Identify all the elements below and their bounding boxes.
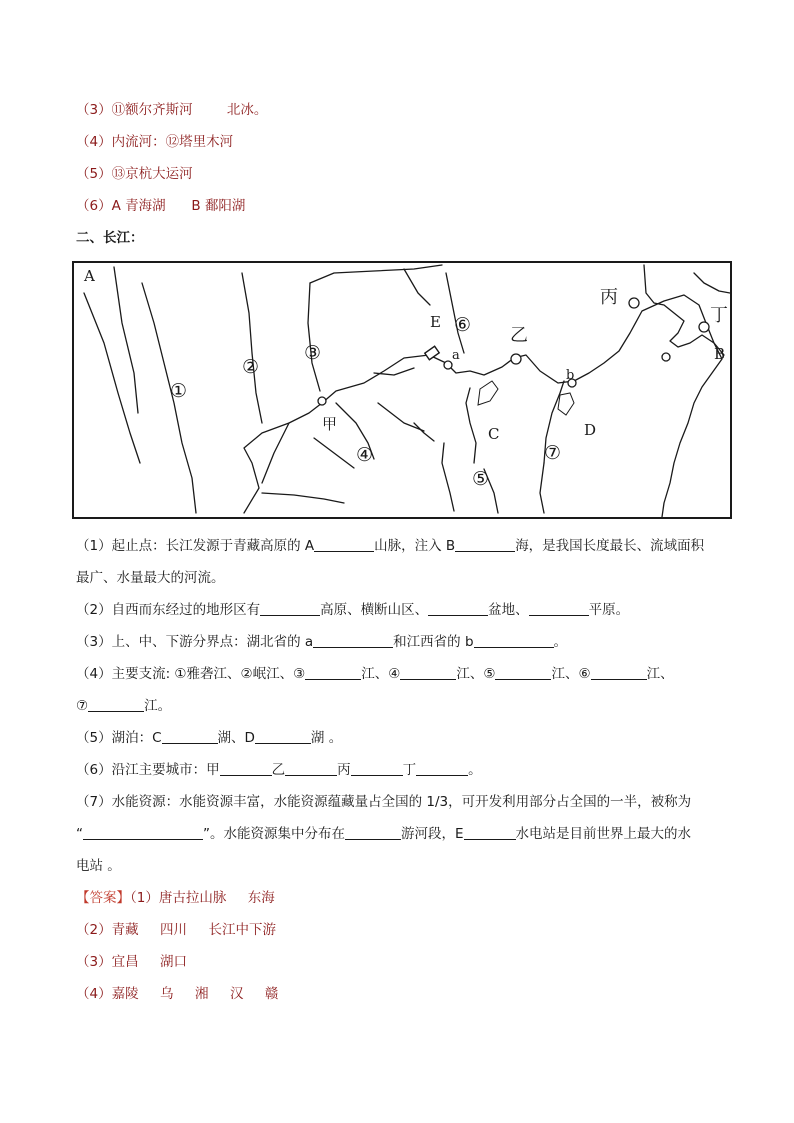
yangtze-river-map — [72, 261, 732, 519]
city-bing — [629, 298, 639, 308]
label-C: C — [488, 425, 500, 443]
city-jia — [318, 397, 326, 405]
river-label-1: ① — [170, 380, 188, 402]
label-ding: 丁 — [710, 305, 728, 326]
label-yi: 乙 — [510, 325, 528, 346]
question-7-line-3: 电站 。 — [76, 858, 121, 874]
question-6: （6）沿江主要城市：甲 乙 丙 丁 。 — [76, 762, 482, 778]
question-7-line-1: （7）水能资源：水能资源丰富，水能资源蕴藏量占全国的 1/3，可开发利用部分占全国的一半，被称为 — [76, 794, 692, 810]
label-A: A — [84, 267, 95, 285]
extra-point — [662, 353, 670, 361]
question-7-line-2: “ ”。水能资源集中分布在 游河段，E 水电站是目前世界上最大的水 — [76, 826, 692, 842]
prev-answer-4: （4）内流河：⑫塔里木河 — [76, 134, 234, 150]
question-4-line-2: ⑦ 江。 — [76, 698, 172, 714]
label-a: a — [452, 348, 460, 363]
prev-answer-5: （5）⑬京杭大运河 — [76, 166, 193, 182]
city-ding — [699, 322, 709, 332]
river-1 — [142, 283, 196, 513]
answer-tag: 【答案】 — [76, 890, 130, 906]
question-4-line-1: （4）主要支流: ①雅砻江、②岷江、③ 江、④ 江、⑤ 江、⑥ 江、 — [76, 666, 674, 682]
label-D: D — [584, 421, 597, 439]
label-bing: 丙 — [600, 287, 618, 308]
prev-answer-3: （3）⑪额尔齐斯河 北冰。 — [76, 102, 268, 118]
point-a — [444, 361, 452, 369]
question-3: （3）上、中、下游分界点：湖北省的 a 和江西省的 b 。 — [76, 634, 568, 650]
river-label-5: ⑤ — [472, 468, 490, 490]
label-b: b — [566, 368, 575, 383]
label-E: E — [430, 313, 441, 331]
three-gorges-dam-icon — [425, 346, 439, 359]
label-jia: 甲 — [322, 415, 338, 433]
section-title: 二、长江： — [76, 230, 144, 246]
label-B: B — [714, 345, 726, 363]
river-label-7: ⑦ — [544, 442, 562, 464]
river-5 — [466, 388, 476, 463]
question-5: （5）湖泊：C 湖、D 湖 。 — [76, 730, 343, 746]
prev-answer-6: （6）A 青海湖 B 鄱阳湖 — [76, 198, 246, 214]
question-2: （2）自西而东经过的地形区有 高原、横断山区、 盆地、 平原。 — [76, 602, 630, 618]
lake-c — [478, 381, 498, 405]
river-label-6: ⑥ — [454, 314, 472, 336]
river-6 — [446, 273, 464, 353]
answer-3: （3）宜昌 湖口 — [76, 954, 188, 970]
question-1-line-1: （1）起止点：长江发源于青藏高原的 A 山脉，注入 B 海，是我国长度最长、流域面积 — [76, 538, 705, 554]
river-3 — [308, 283, 320, 391]
answer-2: （2）青藏 四川 长江中下游 — [76, 922, 277, 938]
coastline — [644, 265, 722, 517]
river-label-2: ② — [242, 356, 260, 378]
river-2 — [242, 273, 262, 423]
lake-d — [558, 393, 574, 415]
question-1-line-2: 最广、水量最大的河流。 — [76, 570, 225, 586]
answer-4: （4）嘉陵 乌 湘 汉 赣 — [76, 986, 279, 1002]
river-label-4: ④ — [356, 444, 374, 466]
river-label-3: ③ — [304, 342, 322, 364]
answer-1: 【答案】（1）唐古拉山脉 东海 — [76, 890, 275, 906]
city-yi — [511, 354, 521, 364]
